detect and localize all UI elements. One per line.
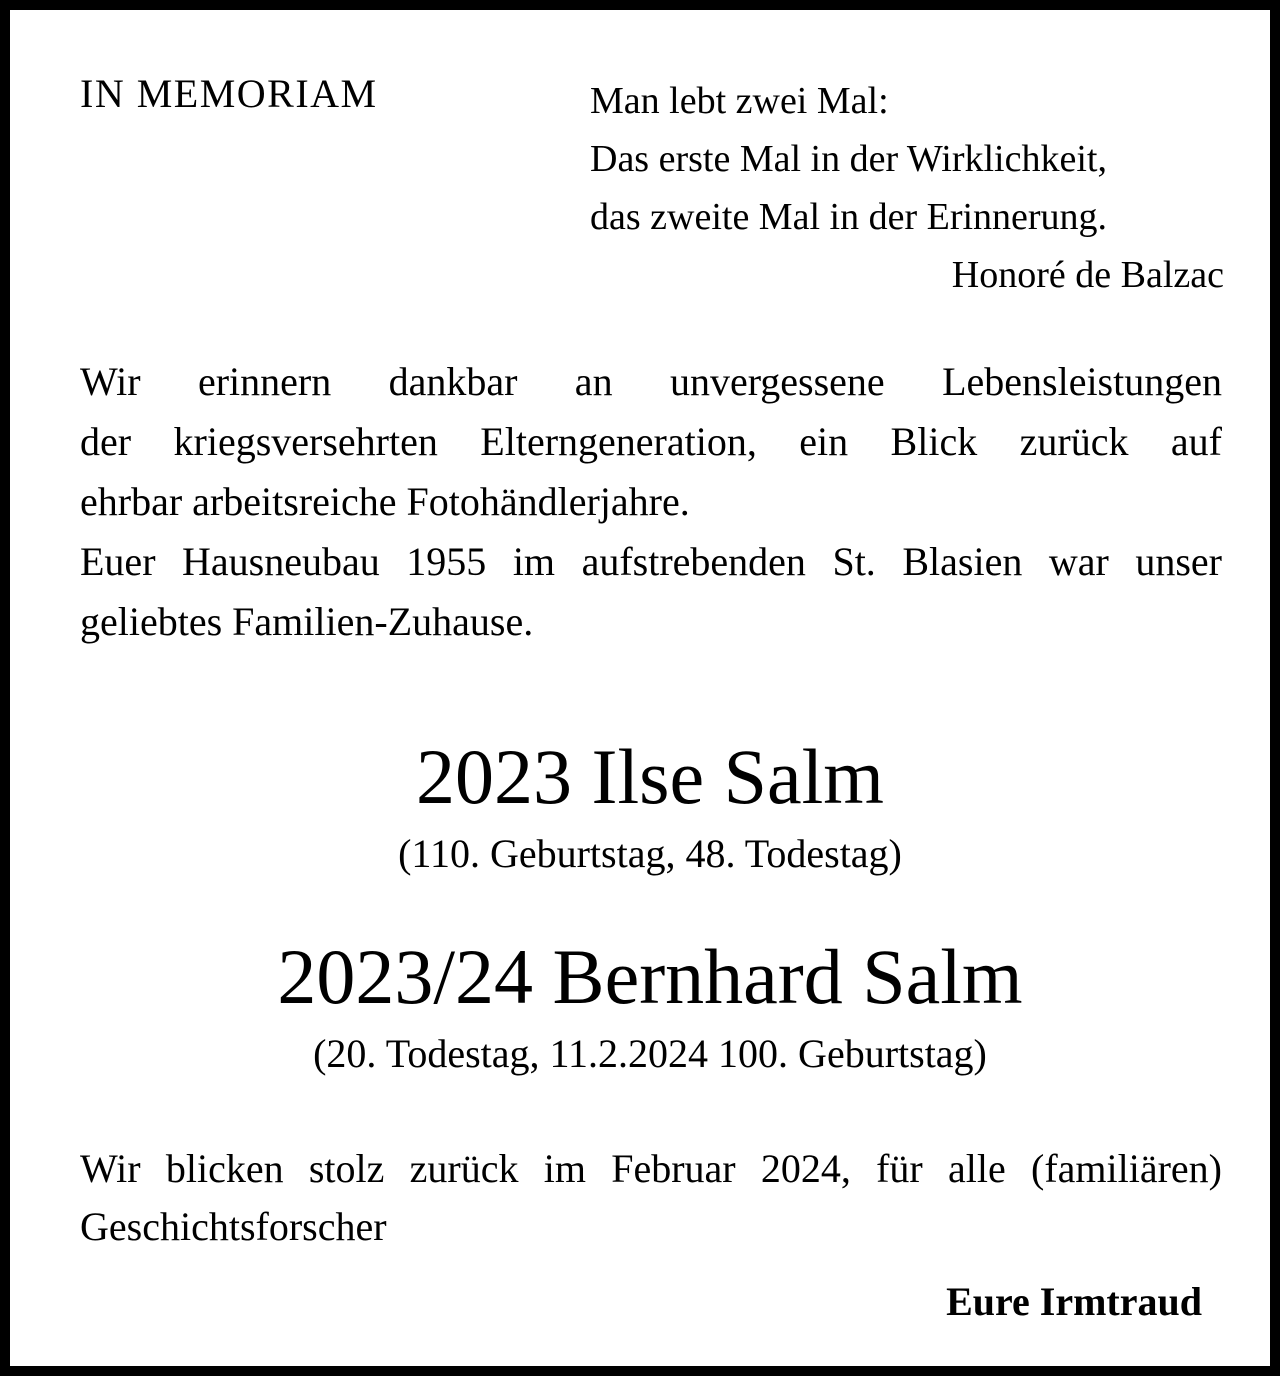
quote-block bbox=[590, 72, 1224, 304]
intro-line-1: Wir erinnern dankbar an unvergessene Lebensleistungen bbox=[80, 359, 1222, 404]
intro-line-2: der kriegsversehrten Elterngeneration, ein Blick zurück auf bbox=[80, 419, 1222, 464]
quote-line-3: das zweite Mal in der Erinnerung. bbox=[590, 196, 1108, 238]
person-note-bernhard: (20. Todestag, 11.2.2024 100. Geburtstag) bbox=[313, 1031, 987, 1076]
signature: Eure Irmtraud bbox=[946, 1279, 1202, 1324]
person-name-ilse: 2023 Ilse Salm bbox=[416, 733, 884, 820]
quote-author: Honoré de Balzac bbox=[951, 254, 1224, 296]
closing-line-2: Geschichtsforscher bbox=[80, 1204, 387, 1249]
notice-heading: IN MEMORIAM bbox=[80, 71, 378, 116]
intro-paragraph bbox=[80, 352, 1222, 652]
quote-line-1: Man lebt zwei Mal: bbox=[590, 80, 889, 122]
quote-line-2: Das erste Mal in der Wirklichkeit, bbox=[590, 138, 1107, 180]
person-name-bernhard: 2023/24 Bernhard Salm bbox=[277, 933, 1023, 1020]
person-note-ilse: (110. Geburtstag, 48. Todestag) bbox=[398, 831, 902, 876]
intro-line-4: Euer Hausneubau 1955 im aufstrebenden St. Blasien war unser bbox=[80, 539, 1222, 584]
intro-line-5: geliebtes Familien-Zuhause. bbox=[80, 599, 534, 644]
closing-paragraph bbox=[80, 1140, 1222, 1256]
closing-line-1: Wir blicken stolz zurück im Februar 2024, für alle (familiären) bbox=[80, 1146, 1222, 1191]
intro-line-3: ehrbar arbeitsreiche Fotohändlerjahre. bbox=[80, 479, 690, 524]
